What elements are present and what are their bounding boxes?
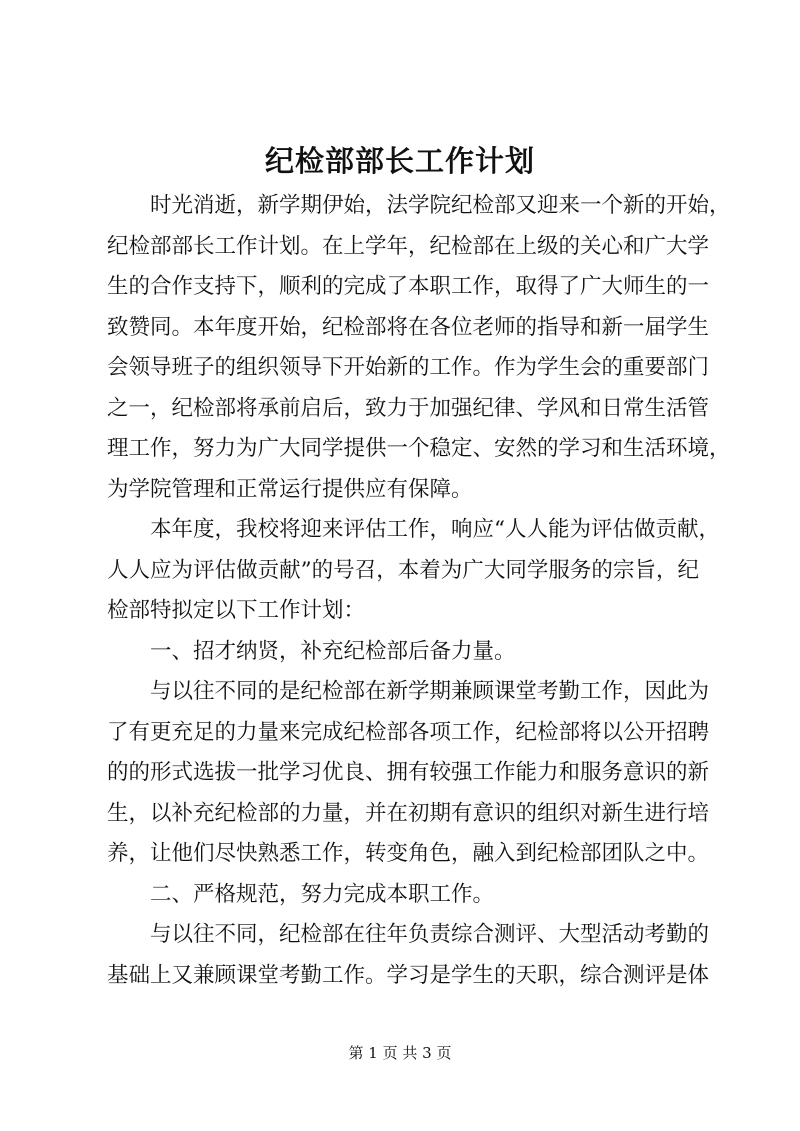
text-line: 之一，纪检部将承前启后，致力于加强纪律、学风和日常生活管 — [107, 395, 710, 421]
text-line: 生的合作支持下，顺利的完成了本职工作，取得了广大师生的一 — [107, 274, 710, 299]
text-line: 与以往不同，纪检部在往年负责综合测评、大型活动考勤的 — [150, 922, 710, 947]
text-line: 本年度，我校将迎来评估工作，响应“人人能为评估做贡献， — [150, 517, 720, 542]
text-line: 与以往不同的是纪检部在新学期兼顾课堂考勤工作，因此为 — [150, 679, 710, 704]
text-line: 时光消逝，新学期伊始，法学院纪检部又迎来一个新的开始， — [150, 193, 731, 218]
text-line: 的的形式选拔一批学习优良、拥有较强工作能力和服务意识的新 — [107, 760, 710, 785]
text-line: 致赞同。本年度开始，纪检部将在各位老师的指导和新一届学生 — [107, 314, 710, 340]
document-title: 纪检部部长工作计划 — [264, 144, 535, 178]
text-line: 人人应为评估做贡献”的号召，本着为广大同学服务的宗旨，纪 — [107, 557, 699, 583]
document-body — [107, 186, 731, 996]
text-line: 理工作，努力为广大同学提供一个稳定、安然的学习和生活环境， — [107, 436, 731, 461]
text-line: 检部特拟定以下工作计划： — [107, 598, 366, 623]
text-line: 了有更充足的力量来完成纪检部各项工作，纪检部将以公开招聘 — [107, 719, 710, 745]
text-line: 为学院管理和正常运行提供应有保障。 — [107, 476, 473, 502]
text-line: 纪检部部长工作计划。在上学年，纪检部在上级的关心和广大学 — [107, 233, 710, 259]
text-line: 会领导班子的组织领导下开始新的工作。作为学生会的重要部门 — [107, 355, 710, 380]
text-line: 基础上又兼顾课堂考勤工作。学习是学生的天职，综合测评是体 — [107, 962, 710, 988]
text-line: 养，让他们尽快熟悉工作，转变角色，融入到纪检部团队之中。 — [107, 841, 710, 866]
section-heading: 二、严格规范，努力完成本职工作。 — [150, 881, 495, 907]
page-footer: 第 1 页 共 3 页 — [348, 1044, 452, 1062]
text-line: 生，以补充纪检部的力量，并在初期有意识的组织对新生进行培 — [107, 800, 710, 826]
section-heading: 一、招才纳贤，补充纪检部后备力量。 — [150, 638, 516, 664]
